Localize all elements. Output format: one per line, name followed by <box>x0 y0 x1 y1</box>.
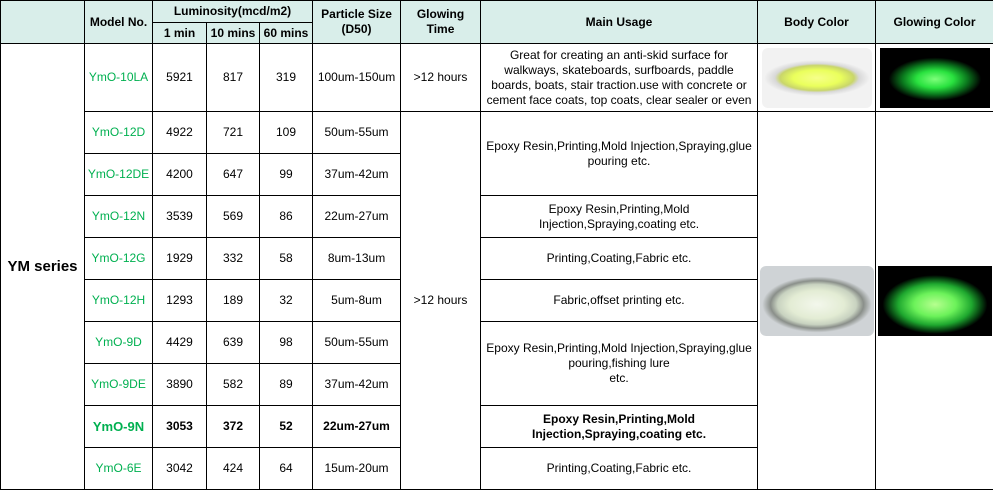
series-label: YM series <box>1 44 85 490</box>
luminosity-header: Luminosity(mcd/m2) <box>153 1 313 23</box>
glowing-time-header: Glowing Time <box>401 1 481 44</box>
green-glow-photo <box>880 48 990 108</box>
model-cell: YmO-9D <box>85 322 153 364</box>
model-cell: YmO-10LA <box>85 44 153 112</box>
lum-1min-cell: 4429 <box>153 322 207 364</box>
particle-size-unit: (D50) <box>341 22 372 36</box>
body-color-header: Body Color <box>758 1 876 44</box>
lum-1min-cell: 3053 <box>153 406 207 448</box>
lum-10min-cell: 189 <box>207 280 260 322</box>
lum-60min-cell: 89 <box>260 364 313 406</box>
lum-60min-cell: 319 <box>260 44 313 112</box>
glowing-color-header: Glowing Color <box>876 1 993 44</box>
model-cell: YmO-12G <box>85 238 153 280</box>
glowing-color-photo-cell <box>876 44 993 112</box>
lum-1min-cell: 3042 <box>153 448 207 490</box>
particle-size-cell: 22um-27um <box>313 196 401 238</box>
particle-size-cell: 50um-55um <box>313 322 401 364</box>
lum-10min-cell: 372 <box>207 406 260 448</box>
glowing-color-photo-cell <box>876 112 993 490</box>
particle-size-cell: 22um-27um <box>313 406 401 448</box>
glowing-time-cell: >12 hours <box>401 112 481 490</box>
usage-cell: Epoxy Resin,Printing,Mold Injection,Spraying,coating etc. <box>481 406 758 448</box>
usage-cell: Epoxy Resin,Printing,Mold Injection,Spraying,coating etc. <box>481 196 758 238</box>
glowing-time-cell: >12 hours <box>401 44 481 112</box>
model-cell: YmO-12N <box>85 196 153 238</box>
lum-60min-cell: 98 <box>260 322 313 364</box>
particle-size-cell: 37um-42um <box>313 364 401 406</box>
min1-header: 1 min <box>153 23 207 44</box>
lum-10min-cell: 332 <box>207 238 260 280</box>
particle-size-cell: 8um-13um <box>313 238 401 280</box>
white-powder-photo <box>760 266 874 336</box>
lum-10min-cell: 721 <box>207 112 260 154</box>
min10-header: 10 mins <box>207 23 260 44</box>
lum-1min-cell: 4200 <box>153 154 207 196</box>
model-cell: YmO-6E <box>85 448 153 490</box>
lum-60min-cell: 109 <box>260 112 313 154</box>
lum-10min-cell: 817 <box>207 44 260 112</box>
particle-size-cell: 50um-55um <box>313 112 401 154</box>
lum-1min-cell: 1293 <box>153 280 207 322</box>
table-row <box>1 44 993 112</box>
usage-cell: Printing,Coating,Fabric etc. <box>481 448 758 490</box>
lum-10min-cell: 582 <box>207 364 260 406</box>
particle-size-cell: 15um-20um <box>313 448 401 490</box>
usage-cell: Printing,Coating,Fabric etc. <box>481 238 758 280</box>
lum-60min-cell: 64 <box>260 448 313 490</box>
lum-1min-cell: 3539 <box>153 196 207 238</box>
lum-1min-cell: 3890 <box>153 364 207 406</box>
lum-10min-cell: 424 <box>207 448 260 490</box>
model-cell: YmO-12D <box>85 112 153 154</box>
lum-60min-cell: 58 <box>260 238 313 280</box>
particle-size-header <box>313 1 401 44</box>
lum-1min-cell: 1929 <box>153 238 207 280</box>
lum-60min-cell: 32 <box>260 280 313 322</box>
lum-60min-cell: 86 <box>260 196 313 238</box>
lum-10min-cell: 639 <box>207 322 260 364</box>
model-cell: YmO-9N <box>85 406 153 448</box>
usage-cell: Fabric,offset printing etc. <box>481 280 758 322</box>
usage-cell: Great for creating an anti-skid surface for walkways, skateboards, surfboards, paddle boards, boats, stair traction.use with concrete or cement face coats, top coats, clear sealer or even <box>481 44 758 112</box>
body-color-photo-cell <box>758 44 876 112</box>
lum-1min-cell: 4922 <box>153 112 207 154</box>
usage-cell: Epoxy Resin,Printing,Mold Injection,Spraying,glue pouring etc. <box>481 112 758 196</box>
model-no-header: Model No. <box>85 1 153 44</box>
empty-corner-header <box>1 1 85 44</box>
lum-10min-cell: 647 <box>207 154 260 196</box>
green-glow-photo <box>878 266 992 336</box>
model-cell: YmO-12H <box>85 280 153 322</box>
lum-60min-cell: 52 <box>260 406 313 448</box>
usage-text: Epoxy Resin,Printing,Mold Injection,Spraying,glue pouring,fishing lure <box>486 341 752 370</box>
usage-cell <box>481 322 758 406</box>
usage-text: etc. <box>609 371 629 385</box>
particle-size-cell: 5um-8um <box>313 280 401 322</box>
body-color-photo-cell <box>758 112 876 490</box>
table-row <box>1 112 993 154</box>
lum-60min-cell: 99 <box>260 154 313 196</box>
particle-size-label: Particle Size <box>321 7 392 21</box>
yellow-powder-photo <box>762 48 872 108</box>
main-usage-header: Main Usage <box>481 1 758 44</box>
model-cell: YmO-9DE <box>85 364 153 406</box>
lum-10min-cell: 569 <box>207 196 260 238</box>
particle-size-cell: 37um-42um <box>313 154 401 196</box>
model-cell: YmO-12DE <box>85 154 153 196</box>
min60-header: 60 mins <box>260 23 313 44</box>
lum-1min-cell: 5921 <box>153 44 207 112</box>
header-row <box>1 1 993 23</box>
particle-size-cell: 100um-150um <box>313 44 401 112</box>
